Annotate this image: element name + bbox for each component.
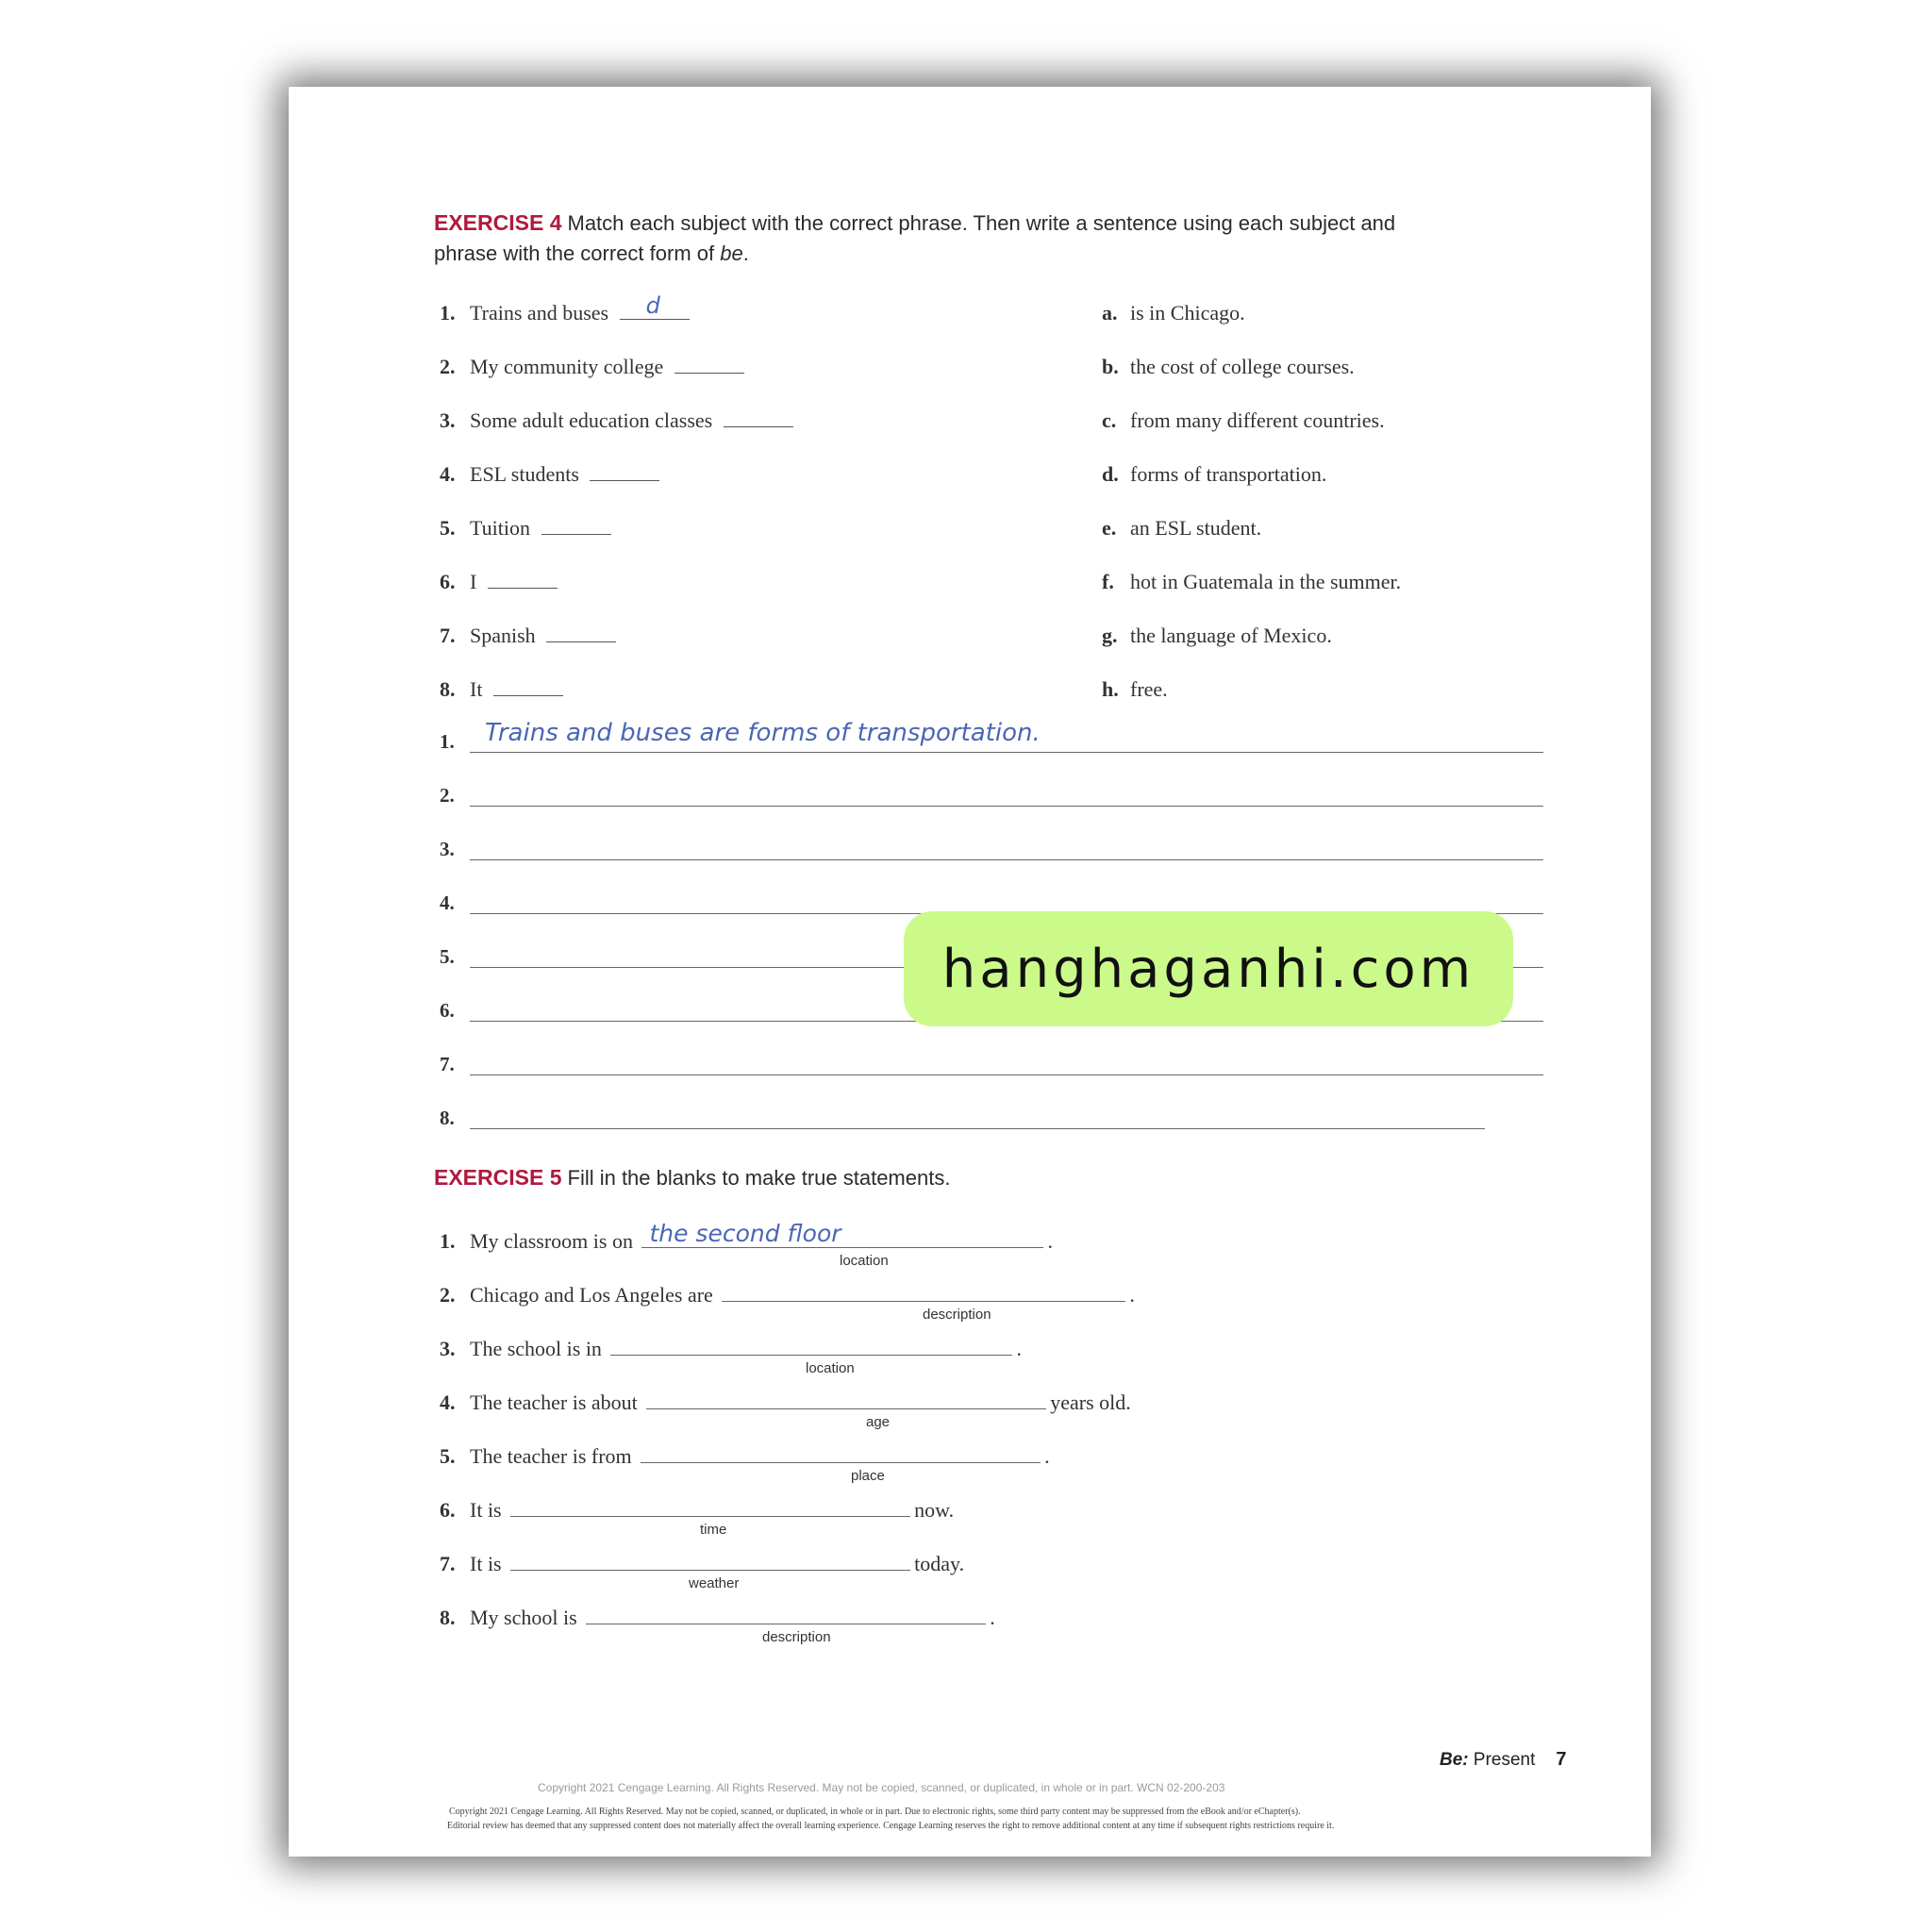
hint-description: description — [923, 1307, 991, 1323]
subject-row-4: 4. ESL students — [440, 461, 659, 488]
exercise-4-heading — [434, 208, 1509, 269]
fill-blank-7[interactable] — [510, 1549, 910, 1571]
fill-row-6: 6. It is now. — [440, 1495, 954, 1524]
match-blank-8[interactable] — [493, 678, 563, 696]
sentence-num-6: 6. — [440, 999, 455, 1022]
sentence-num-4: 4. — [440, 891, 455, 914]
copyright-notice: Copyright 2021 Cengage Learning. All Rights Reserved. May not be copied, scanned, or duplicated, in whole or in part. WCN 02-200-203 — [538, 1781, 1225, 1794]
fill-row-8: 8. My school is . — [440, 1603, 995, 1631]
hint-time: time — [700, 1522, 727, 1538]
phrase-row-e: e. an ESL student. — [1102, 516, 1262, 540]
exercise-5-heading — [434, 1162, 1509, 1193]
sentence-num-2: 2. — [440, 784, 455, 807]
copyright-small-line-2: Editorial review has deemed that any suppressed content does not materially affect the overall learning experience. Cengage Learning reserves the right to remove additional content at any time if subsequent rights restrictions require it. — [447, 1821, 1335, 1831]
phrase-row-b: b. the cost of college courses. — [1102, 355, 1355, 378]
match-blank-6[interactable] — [488, 571, 558, 589]
exercise-5-label: EXERCISE 5 — [434, 1165, 562, 1190]
fill-row-7: 7. It is today. — [440, 1549, 964, 1577]
fill-row-2: 2. Chicago and Los Angeles are . — [440, 1280, 1135, 1308]
exercise-4-instruction-line-1: Match each subject with the correct phrase. Then write a sentence using each subject and — [567, 211, 1396, 235]
fill-row-5: 5. The teacher is from . — [440, 1441, 1050, 1470]
match-blank-3[interactable] — [724, 409, 793, 427]
exercise-5-instruction: Fill in the blanks to make true statements. — [567, 1166, 951, 1190]
fill-blank-2[interactable] — [722, 1280, 1125, 1302]
hint-description: description — [762, 1629, 831, 1645]
phrase-row-a: a. is in Chicago. — [1102, 301, 1245, 325]
match-blank-4[interactable] — [590, 463, 659, 481]
hint-weather: weather — [689, 1575, 740, 1591]
match-blank-5[interactable] — [541, 517, 611, 535]
subject-row-5: 5. Tuition — [440, 515, 611, 541]
match-blank-7[interactable] — [546, 625, 616, 642]
phrase-row-c: c. from many different countries. — [1102, 408, 1385, 432]
exercise-4-label: EXERCISE 4 — [434, 210, 562, 235]
match-blank-2[interactable] — [675, 356, 744, 374]
fill-blank-8[interactable] — [586, 1603, 986, 1624]
page-number: 7 — [1556, 1749, 1567, 1770]
sentence-line-3[interactable] — [470, 859, 1543, 860]
subject-row-3: 3. Some adult education classes — [440, 408, 793, 434]
handwritten-fill-answer: the second floor — [649, 1220, 841, 1247]
page-footer-section: Be: Present 7 — [1440, 1749, 1567, 1770]
sentence-line-1[interactable] — [470, 752, 1543, 753]
phrase-row-h: h. free. — [1102, 677, 1168, 701]
fill-row-1: 1. My classroom is on the second floor . — [440, 1220, 1053, 1253]
sentence-num-7: 7. — [440, 1053, 455, 1075]
sentence-num-1: 1. — [440, 730, 455, 753]
hint-location: location — [840, 1253, 889, 1269]
match-blank-1[interactable] — [620, 292, 690, 320]
copyright-small-line-1: Copyright 2021 Cengage Learning. All Rights Reserved. May not be copied, scanned, or duplicated, in whole or in part. Due to electronic rights, some third party content may be suppressed from the eBook and/or eChapter(s). — [449, 1807, 1301, 1817]
watermark-badge: hanghaganhi.com — [904, 911, 1513, 1026]
sentence-num-8: 8. — [440, 1107, 455, 1129]
hint-location: location — [806, 1360, 855, 1376]
subject-row-1: 1. Trains and buses d — [440, 300, 690, 326]
phrase-row-g: g. the language of Mexico. — [1102, 624, 1332, 647]
exercise-4-instruction-line-2: phrase with the correct form of be. — [434, 242, 749, 265]
fill-blank-3[interactable] — [610, 1334, 1012, 1356]
fill-blank-4[interactable] — [646, 1388, 1046, 1409]
subject-row-2: 2. My community college — [440, 354, 744, 380]
fill-row-4: 4. The teacher is about years old. — [440, 1388, 1131, 1416]
phrase-row-d: d. forms of transportation. — [1102, 462, 1327, 486]
sentence-line-7[interactable] — [470, 1074, 1543, 1075]
sentence-line-8[interactable] — [470, 1128, 1485, 1129]
fill-row-3: 3. The school is in . — [440, 1334, 1022, 1362]
subject-row-8: 8. It — [440, 676, 563, 703]
phrase-row-f: f. hot in Guatemala in the summer. — [1102, 570, 1402, 593]
fill-blank-6[interactable] — [510, 1495, 910, 1517]
sentence-num-5: 5. — [440, 945, 455, 968]
fill-blank-5[interactable] — [641, 1441, 1041, 1463]
handwritten-sentence-answer: Trains and buses are forms of transportation. — [485, 719, 1041, 747]
sentence-line-2[interactable] — [470, 806, 1543, 807]
hint-place: place — [851, 1468, 885, 1484]
sentence-num-3: 3. — [440, 838, 455, 860]
hint-age: age — [866, 1414, 891, 1430]
handwritten-match-answer: d — [645, 292, 660, 319]
subject-row-7: 7. Spanish — [440, 623, 616, 649]
subject-row-6: 6. I — [440, 569, 558, 595]
